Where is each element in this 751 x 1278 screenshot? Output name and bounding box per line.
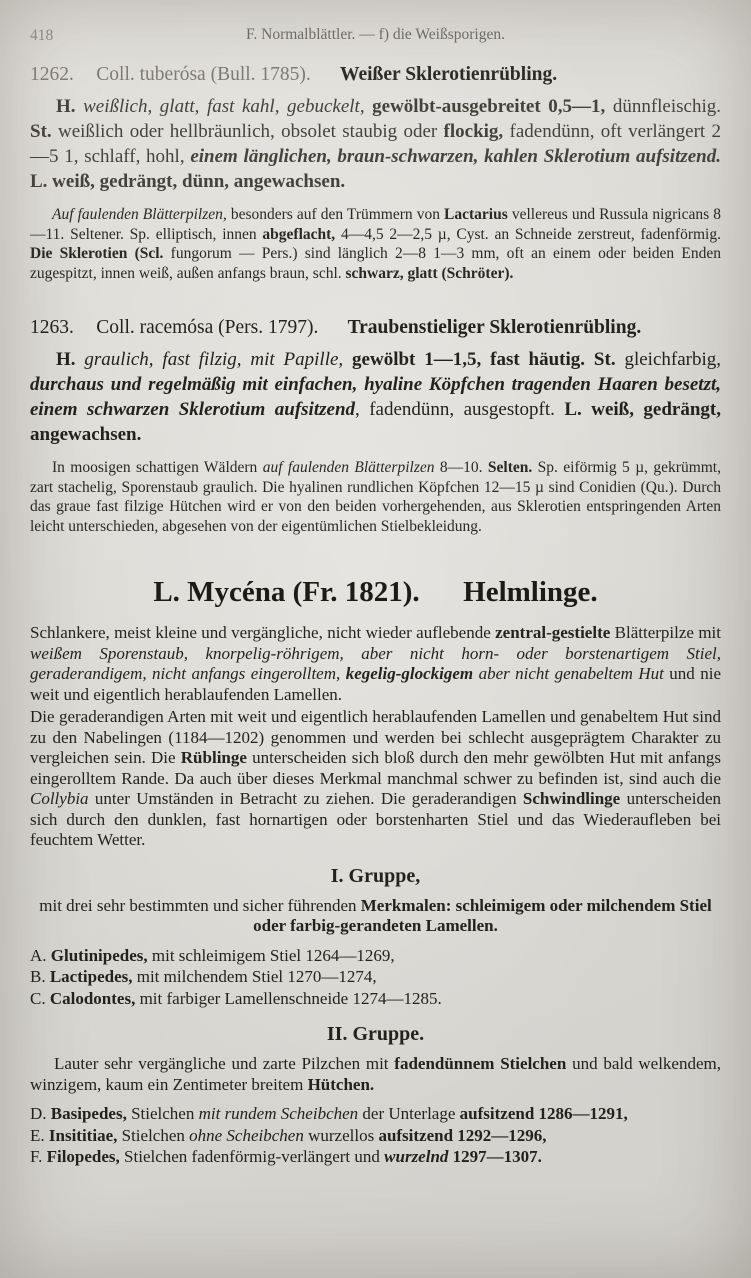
group-item-list <box>30 945 721 1010</box>
group-1 <box>30 865 721 1010</box>
group-subtitle: Lauter sehr vergängliche und zarte Pilzchen mit fadendünnem Stielchen und bald welkendem, winzigem, kaum ein Zentimeter breitem Hütchen. <box>30 1054 722 1094</box>
entry-heading: 1263. Coll. racemósa (Pers. 1797). Traubenstieliger Sklerotienrübling. <box>30 317 642 338</box>
group-item: D. Basipedes, Stielchen mit rundem Scheibchen der Unterlage aufsitzend 1286—1291, <box>30 1104 628 1123</box>
group-item: B. Lactipedes, mit milchendem Stiel 1270—1274, <box>30 967 377 986</box>
group-item-list <box>30 1103 721 1168</box>
entry-notes: Auf faulenden Blätterpilzen, besonders auf den Trümmern von Lactarius vellereus und Russula nigricans 8—11. Seltener. Sp. elliptisch, innen abgeflacht, 4—4,5 2—2,5 µ, Cyst. an Schneide zerstreut, fadenförmig. Die Sklerotien (Scl. fungorum — Pers.) sind länglich 2—8 1—3 mm, oft an einem oder beiden Enden zugespitzt, innen weiß, außen anfangs braun, schl. schwarz, glatt (Schröter). <box>30 206 721 282</box>
page-number: 418 <box>30 27 54 44</box>
group-item: E. Insititiae, Stielchen ohne Scheibchen wurzellos aufsitzend 1292—1296, <box>30 1125 547 1145</box>
group-title: II. Gruppe. <box>326 1023 425 1045</box>
group-item: F. Filopedes, Stielchen fadenförmig-verlängert und wurzelnd 1297—1307. <box>30 1147 542 1166</box>
entry-description: H. graulich, fast filzig, mit Papille, gewölbt 1—1,5, fast häutig. St. gleichfarbig, durchaus und regelmäßig mit einfachen, hyaline Köpfchen tragenden Haaren besetzt, einem schwarzen Sklerotium aufsitzend, fadendünn, ausgestopft. L. weiß, gedrängt, angewachsen. <box>30 349 722 445</box>
entry-heading: 1262. Coll. tuberósa (Bull. 1785). Weißer Sklerotienrübling. <box>30 64 558 85</box>
page-header <box>30 26 721 44</box>
group-title: I. Gruppe, <box>330 864 421 887</box>
group-subtitle: mit drei sehr bestimmten und sicher führenden Merkmalen: schleimigem oder milchendem Stiel oder farbig-gerandeten Lamellen. <box>39 895 712 935</box>
genus-intro-paragraph-1: Schlankere, meist kleine und vergängliche, nicht wieder auflebende zentral-gestielte Blätterpilze mit weißem Sporenstaub, knorpelig-röhrigem, aber nicht horn- oder borstenartigem Stiel, geraderandigem, nicht anfangs eingerolltem, kegelig-glockigem aber nicht genabeltem Hut und nie weit und eigentlich herablaufenden Lamellen. <box>30 623 721 704</box>
species-entry-1263 <box>30 317 721 536</box>
group-item: C. Calodontes, mit farbiger Lamellenschneide 1274—1285. <box>30 988 442 1008</box>
running-header: F. Normalblättler. — f) die Weißsporigen. <box>246 26 505 43</box>
entry-description: H. weißlich, glatt, fast kahl, gebuckelt, gewölbt-ausgebreitet 0,5—1, dünnfleischig. St. weißlich oder hellbräunlich, obsolet staubig oder flockig, fadendünn, oft verlängert 2—5 1, schlaff, hohl, einem länglichen, braun-schwarzen, kahlen Sklerotium aufsitzend. L. weiß, gedrängt, dünn, angewachsen. <box>30 96 721 192</box>
species-entry-1262 <box>30 64 721 283</box>
group-item: A. Glutinipedes, mit schleimigem Stiel 1264—1269, <box>30 945 395 965</box>
group-2 <box>30 1023 721 1168</box>
genus-intro-paragraph-2: Die geraderandigen Arten mit weit und eigentlich herablaufenden Lamellen und genabeltem Hut sind zu den Nabelingen (1184—1202) genommen und werden bei schlecht ausgeprägtem Charakter zu vergleichen sein. Die Rüblinge unterscheiden sich bloß durch den mehr gewölbten Hut mit anfangs eingerolltem Rande. Da auch über dieses Merkmal manchmal schwer zu befinden ist, sind auch die Collybia unter Umständen in Betracht zu ziehen. Die geraderandigen Schwindlinge unterscheiden sich durch den dunklen, fast hornartigen oder borstenharten Stiel und das Wiederaufleben bei feuchtem Wetter. <box>30 707 721 849</box>
entry-notes: In moosigen schattigen Wäldern auf faulenden Blätterpilzen 8—10. Selten. Sp. eiförmig 5 µ, gekrümmt, zart stachelig, Sporenstaub graulich. Die hyalinen rundlichen Köpfchen 12—15 µ sind Conidien (Qu.). Durch das graue fast filzige Hütchen wird er von den beiden vorhergehenden, aus Sklerotien entspringenden Arten leicht unterschieden, abgesehen von der eigentümlichen Stielbekleidung. <box>30 459 721 535</box>
genus-title: L. Mycéna (Fr. 1821). Helmlinge. <box>153 576 598 608</box>
genus-section-mycena <box>30 576 721 1168</box>
